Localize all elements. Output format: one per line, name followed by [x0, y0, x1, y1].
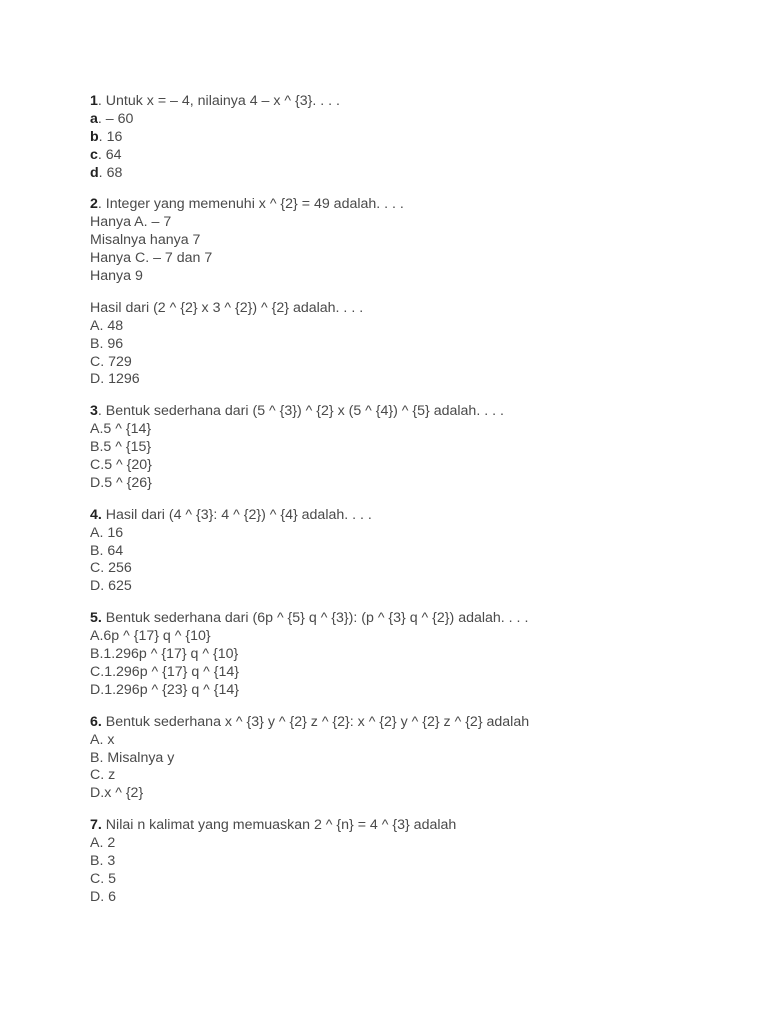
question-block	[90, 610, 730, 699]
option-text: Hanya A. – 7	[90, 214, 172, 231]
question-number: 4.	[90, 506, 102, 523]
answer-option	[90, 853, 730, 871]
answer-option	[90, 732, 730, 750]
question-text	[90, 403, 730, 421]
question-separator: .	[97, 93, 106, 109]
question-number: 3	[90, 403, 98, 420]
question-block	[90, 403, 730, 492]
question-separator: .	[97, 403, 106, 420]
answer-option	[90, 439, 730, 457]
option-text: – 60	[105, 110, 134, 127]
option-text: C. 5	[90, 870, 117, 887]
answer-option	[90, 646, 730, 664]
option-text: Misalnya hanya 7	[90, 232, 201, 249]
answer-option	[90, 268, 730, 286]
option-text: B. 3	[90, 852, 116, 869]
question-separator: .	[97, 196, 106, 213]
question-block	[90, 93, 730, 182]
answer-option	[90, 214, 730, 232]
answer-option	[90, 525, 730, 543]
document-body	[90, 93, 730, 921]
question-text	[90, 300, 730, 318]
option-text: 16	[106, 128, 123, 145]
question-text	[90, 610, 730, 628]
answer-option	[90, 336, 730, 354]
option-text: C. z	[90, 767, 116, 784]
option-key: c	[90, 146, 98, 163]
question-block	[90, 300, 730, 389]
question-block	[90, 196, 730, 285]
question-text	[90, 817, 730, 835]
question-text	[90, 507, 730, 525]
question-block	[90, 817, 730, 906]
option-text: D. 625	[90, 578, 132, 595]
question-stem: Nilai n kalimat yang memuaskan 2 ^ {n} = 4 ^ {3} adalah	[105, 817, 457, 834]
answer-option	[90, 165, 730, 183]
answer-option	[90, 750, 730, 768]
option-separator: .	[98, 128, 107, 145]
answer-option	[90, 628, 730, 646]
question-stem: Bentuk sederhana dari (6p ^ {5} q ^ {3}): (p ^ {3} q ^ {2}) adalah. . . .	[105, 610, 529, 627]
question-number: 2	[90, 196, 98, 213]
option-text: D.5 ^ {26}	[90, 474, 152, 491]
option-text: C. 256	[90, 560, 132, 577]
option-text: D. 1296	[90, 371, 140, 388]
answer-option	[90, 129, 730, 147]
answer-option	[90, 871, 730, 889]
question-stem: Untuk x = – 4, nilainya 4 – x ^ {3}. . . .	[105, 93, 340, 109]
option-text: B. 96	[90, 335, 124, 352]
option-text: 68	[106, 164, 123, 181]
option-text: C. 729	[90, 353, 132, 370]
answer-option	[90, 147, 730, 165]
answer-option	[90, 354, 730, 372]
option-key: b	[90, 128, 99, 145]
question-text	[90, 93, 730, 111]
answer-option	[90, 664, 730, 682]
answer-option	[90, 232, 730, 250]
option-key: a	[90, 110, 98, 127]
option-text: B.1.296p ^ {17} q ^ {10}	[90, 646, 239, 663]
question-number: 6.	[90, 713, 102, 730]
question-number: 7.	[90, 817, 102, 834]
answer-option	[90, 250, 730, 268]
answer-option	[90, 578, 730, 596]
answer-option	[90, 543, 730, 561]
option-text: A.5 ^ {14}	[90, 421, 152, 438]
question-block	[90, 507, 730, 596]
option-separator: .	[97, 146, 106, 163]
answer-option	[90, 111, 730, 129]
question-text	[90, 196, 730, 214]
answer-option	[90, 682, 730, 700]
option-text: D.x ^ {2}	[90, 785, 144, 802]
answer-option	[90, 785, 730, 803]
answer-option	[90, 371, 730, 389]
option-text: Hanya C. – 7 dan 7	[90, 250, 213, 267]
question-stem: Bentuk sederhana dari (5 ^ {3}) ^ {2} x (5 ^ {4}) ^ {5} adalah. . . .	[105, 403, 504, 420]
option-text: A.6p ^ {17} q ^ {10}	[90, 628, 211, 645]
option-text: 64	[105, 146, 122, 163]
answer-option	[90, 475, 730, 493]
question-number: 5.	[90, 610, 102, 627]
option-text: Hanya 9	[90, 268, 143, 285]
option-text: A. x	[90, 731, 115, 748]
option-text: B. 64	[90, 542, 124, 559]
option-text: A. 48	[90, 317, 124, 334]
answer-option	[90, 457, 730, 475]
option-separator: .	[97, 110, 106, 127]
option-text: A. 2	[90, 835, 116, 852]
answer-option	[90, 560, 730, 578]
option-text: B.5 ^ {15}	[90, 439, 152, 456]
answer-option	[90, 318, 730, 336]
question-stem: Bentuk sederhana x ^ {3} y ^ {2} z ^ {2}: x ^ {2} y ^ {2} z ^ {2} adalah	[105, 713, 530, 730]
answer-option	[90, 767, 730, 785]
answer-option	[90, 835, 730, 853]
option-text: C.5 ^ {20}	[90, 457, 152, 474]
option-text: D.1.296p ^ {23} q ^ {14}	[90, 681, 240, 698]
question-block	[90, 714, 730, 803]
option-text: A. 16	[90, 524, 124, 541]
answer-option	[90, 889, 730, 907]
question-text	[90, 714, 730, 732]
question-stem: Integer yang memenuhi x ^ {2} = 49 adalah. . . .	[105, 196, 404, 213]
option-separator: .	[98, 164, 107, 181]
question-stem: Hasil dari (4 ^ {3}: 4 ^ {2}) ^ {4} adalah. . . .	[105, 506, 372, 523]
option-key: d	[90, 164, 99, 181]
answer-option	[90, 421, 730, 439]
question-stem: Hasil dari (2 ^ {2} x 3 ^ {2}) ^ {2} adalah. . . .	[90, 299, 364, 316]
option-text: C.1.296p ^ {17} q ^ {14}	[90, 663, 240, 680]
option-text: B. Misalnya y	[90, 749, 175, 766]
option-text: D. 6	[90, 888, 117, 905]
question-number: 1	[90, 93, 98, 109]
